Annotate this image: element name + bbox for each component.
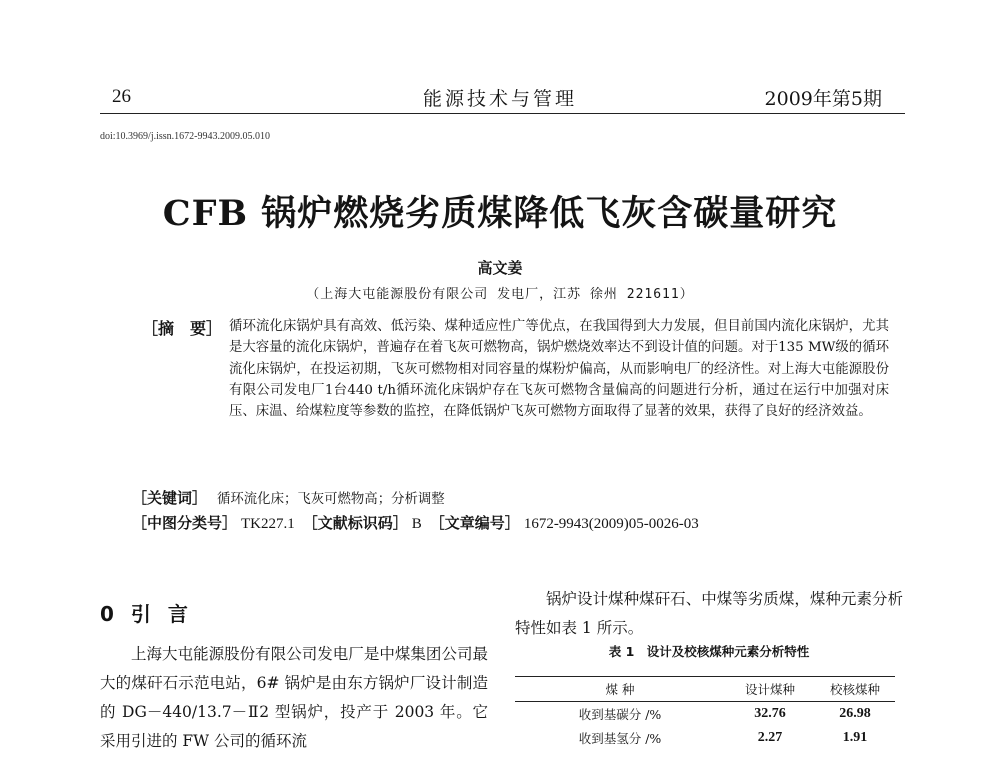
keywords-label: ［关键词］ [132, 489, 208, 507]
table-row [515, 726, 895, 750]
col-header-design: 设计煤种 [725, 677, 815, 702]
keywords-text: 循环流化床；飞灰可燃物高；分析调整 [217, 492, 445, 507]
section-heading: 0 引 言 [100, 602, 188, 626]
check-value: 26.98 [839, 706, 871, 721]
table-caption: 表 1 设计及校核煤种元素分析特性 [608, 644, 810, 659]
issue-label: 2009年第5期 [764, 88, 882, 110]
design-value: 2.27 [757, 730, 783, 745]
doc-code-value: B [411, 516, 422, 532]
col-header-check: 校核煤种 [815, 677, 895, 702]
doc-code-label: ［文献标识码］ [302, 514, 408, 532]
abstract-label: ［摘 要］ [142, 319, 223, 338]
classification [132, 512, 707, 533]
article-no-value: 1672-9943(2009)05-0026-03 [523, 516, 699, 532]
article-title: CFB 锅炉燃烧劣质煤降低飞灰含碳量研究 [162, 193, 838, 234]
right-column-paragraph: 锅炉设计煤种煤矸石、中煤等劣质煤，煤种元素分析特性如表 1 所示。 [515, 590, 903, 637]
row-label: 收到基碳分 /% [578, 707, 662, 722]
author: 高文姜 [477, 259, 523, 277]
coal-analysis-table [515, 676, 895, 750]
design-value: 32.76 [754, 706, 786, 721]
left-column-paragraph: 上海大屯能源股份有限公司发电厂是中煤集团公司最大的煤矸石示范电站，6# 锅炉是由东方锅炉厂设计制造的 DG－440/13.7－Ⅱ2 型锅炉，投产于 2003 年。它采用引进的 FW 公司的循环流 [100, 645, 488, 750]
journal-name: 能源技术与管理 [422, 88, 577, 110]
clc-label: ［中图分类号］ [132, 514, 238, 532]
affiliation: （上海大屯能源股份有限公司 发电厂，江苏 徐州 221611） [306, 287, 694, 302]
col-header-coal: 煤 种 [515, 677, 725, 702]
doi: doi:10.3969/j.issn.1672-9943.2009.05.010 [100, 131, 271, 142]
table-row [515, 702, 895, 727]
article-no-label: ［文章编号］ [429, 514, 520, 532]
keywords [132, 487, 445, 508]
page-number: 26 [112, 86, 131, 107]
abstract-text: 循环流化床锅炉具有高效、低污染、煤种适应性广等优点，在我国得到大力发展，但目前国内流化床锅炉，尤其是大容量的流化床锅炉，普遍存在着飞灰可燃物高，锅炉燃烧效率达不到设计值的问题。对于135 MW级的循环流化床锅炉，在投运初期，飞灰可燃物相对同容量的煤粉炉偏高，从而影响电厂的经济性。对上海大屯能源股份有限公司发电厂1台440 t/h循环流化床锅炉存在飞灰可燃物含量偏高的问题进行分析，通过在运行中加强对床压、床温、给煤粒度等参数的监控，在降低锅炉飞灰可燃物方面取得了显著的效果，获得了良好的经济效益。 [229, 319, 889, 420]
row-label: 收到基氢分 /% [578, 731, 662, 746]
clc-value: TK227.1 [241, 516, 295, 532]
header-rule [100, 113, 905, 114]
table-header-row [515, 677, 895, 702]
check-value: 1.91 [842, 730, 868, 745]
